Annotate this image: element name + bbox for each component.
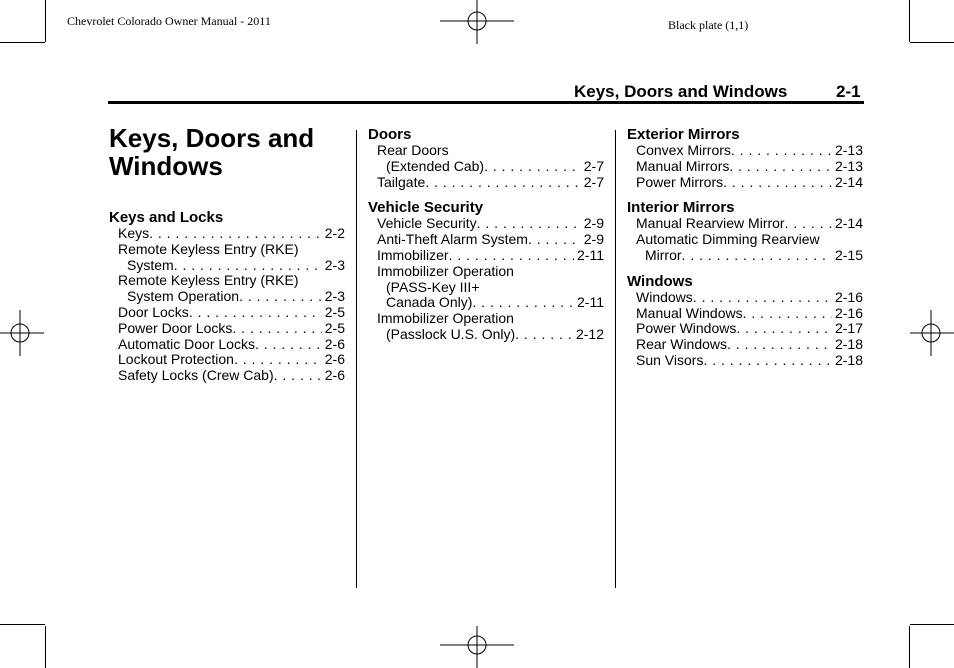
toc-column-3 [627, 127, 863, 369]
toc-leader-dots [729, 159, 832, 175]
toc-leader-dots [723, 175, 832, 191]
toc-entry-label: (Extended Cab) [386, 157, 485, 174]
toc-entry-page: 2-18 [834, 351, 863, 368]
toc-entry [109, 242, 345, 258]
toc-entry-page: 2-3 [324, 256, 345, 273]
running-head-section: Keys, Doors and Windows [574, 82, 788, 101]
toc-entry [368, 175, 604, 191]
toc-entry [627, 321, 863, 337]
crop-mark [45, 626, 46, 668]
toc-entry [109, 258, 345, 274]
toc-entry-page: . 2-6 [316, 367, 345, 384]
column-divider [615, 130, 616, 588]
toc-entry-label: Remote Keyless Entry (RKE) [118, 272, 299, 289]
toc-entry-label: Mirror [645, 246, 682, 263]
toc-entry-page: 2-11 [577, 294, 604, 311]
toc-entry-label: Power Mirrors [636, 173, 724, 190]
toc-entry-page: 2-18 [834, 336, 863, 353]
toc-entry-page: 2-14 [834, 173, 863, 190]
toc-entry-page: 2-17 [834, 320, 863, 337]
toc-entry-page: 2-5 [324, 319, 345, 336]
toc-leader-dots [727, 337, 832, 353]
registration-mark-icon [0, 310, 44, 356]
toc-section-heading: Windows [627, 272, 693, 290]
toc-entry-label: Anti-Theft Alarm System [377, 231, 528, 248]
toc-entry [109, 368, 345, 384]
crop-mark [0, 42, 45, 43]
toc-leader-dots [736, 321, 832, 337]
toc-entry-page: 2-7 [583, 173, 604, 190]
toc-entry [627, 337, 863, 353]
toc-leader-dots [682, 248, 832, 264]
toc-entry-label: Automatic Dimming Rearview [636, 231, 820, 248]
toc-leader-dots [149, 226, 322, 242]
toc-entry-label: Tailgate [377, 173, 426, 190]
toc-leader-dots [449, 248, 574, 264]
crop-mark [910, 624, 954, 625]
toc-leader-dots [477, 216, 581, 232]
toc-entry [368, 264, 604, 280]
toc-entry [368, 280, 604, 296]
toc-entry [368, 216, 604, 232]
crop-mark [45, 0, 46, 42]
toc-entry-page: 2-16 [834, 304, 863, 321]
toc-entry-label: Remote Keyless Entry (RKE) [118, 240, 299, 257]
toc-entry [109, 289, 345, 305]
crop-mark [909, 0, 910, 42]
toc-leader-dots [189, 305, 322, 321]
crop-mark [910, 42, 954, 43]
column-divider [356, 130, 357, 588]
toc-entry-label: Immobilizer [377, 246, 449, 263]
toc-entry [627, 290, 863, 306]
toc-leader-dots [743, 306, 832, 322]
toc-entry [109, 226, 345, 242]
toc-section-heading: Exterior Mirrors [627, 126, 740, 143]
toc-entry [627, 353, 863, 369]
toc-entry [109, 337, 345, 353]
toc-entry [368, 248, 604, 264]
toc-entry [368, 159, 604, 175]
toc-leader-dots [255, 337, 322, 353]
toc-entry-label: Immobilizer Operation [377, 310, 514, 327]
toc-entry-page: 2-9 [583, 215, 604, 232]
toc-leader-dots [528, 232, 581, 248]
crop-mark [909, 626, 910, 668]
toc-leader-dots [472, 295, 574, 311]
toc-leader-dots [515, 327, 573, 343]
toc-section-heading: Doors [368, 126, 412, 143]
toc-entry [627, 232, 863, 248]
toc-entry [368, 295, 604, 311]
toc-leader-dots [785, 216, 832, 232]
toc-leader-dots [693, 290, 832, 306]
print-header-plate: Black plate (1,1) [668, 18, 749, 32]
toc-entry-page: 2-11 [577, 246, 604, 263]
toc-entry-page: 2-13 [834, 142, 863, 158]
chapter-title: Keys, Doors and Windows [109, 123, 315, 181]
toc-entry-label: Keys [118, 225, 150, 241]
toc-entry-label: Rear Doors [377, 142, 449, 158]
toc-entry-page: 2-5 [324, 303, 345, 320]
toc-entry-label: Immobilizer Operation [377, 262, 514, 279]
toc-entry-page: 2-9 [583, 231, 604, 248]
toc-entry-label: Power Windows [636, 320, 737, 337]
toc-entry [627, 306, 863, 322]
toc-leader-dots [174, 258, 322, 274]
registration-mark-icon [440, 626, 514, 668]
toc-entry [109, 352, 345, 368]
toc-entry [368, 232, 604, 248]
toc-entry-label: (Passlock U.S. Only) [386, 325, 516, 342]
toc-entry-label: Sun Visors [636, 351, 704, 368]
crop-mark [0, 624, 45, 625]
registration-mark-icon [440, 0, 514, 44]
running-head-page: 2-1 [836, 82, 861, 101]
toc-leader-dots [239, 289, 322, 305]
toc-column-2 [368, 127, 604, 343]
toc-entry-label: Manual Mirrors [636, 157, 730, 174]
toc-section-heading: Vehicle Security [368, 199, 484, 217]
toc-entry [368, 327, 604, 343]
toc-entry [368, 311, 604, 327]
toc-entry-label: Manual Windows [636, 304, 743, 321]
toc-entry-label: System Operation [127, 288, 240, 305]
toc-leader-dots [703, 353, 832, 369]
toc-entry-label: Door Locks [118, 303, 189, 320]
toc-entry-label: Manual Rearview Mirror [636, 215, 785, 232]
toc-entry [627, 248, 863, 264]
toc-leader-dots [731, 143, 832, 159]
toc-column-1 [109, 210, 345, 384]
toc-leader-dots [232, 321, 321, 337]
toc-entry-label: Power Door Locks [118, 319, 233, 336]
toc-entry-label: System [127, 256, 174, 273]
toc-entry-page: 2-14 [834, 215, 863, 232]
toc-entry [627, 143, 863, 159]
toc-section-heading: Keys and Locks [109, 209, 224, 226]
registration-mark-icon [910, 310, 954, 356]
toc-entry-label: Safety Locks (Crew Cab) [118, 367, 274, 384]
toc-leader-dots [234, 352, 322, 368]
toc-entry [109, 305, 345, 321]
toc-entry-page: 2-16 [834, 288, 863, 305]
toc-entry-label: Windows [636, 288, 693, 305]
toc-entry-label: Canada Only) [386, 294, 473, 311]
toc-entry-page: 2-6 [324, 335, 345, 352]
toc-entry-page: 2-15 [834, 246, 863, 263]
toc-leader-dots [274, 368, 314, 384]
toc-entry [109, 273, 345, 289]
header-rule [108, 101, 864, 104]
toc-entry-label: (PASS-Key III+ [386, 278, 480, 295]
toc-entry-page: 2-2 [324, 225, 345, 241]
toc-entry [627, 159, 863, 175]
toc-entry-label: Rear Windows [636, 336, 728, 353]
toc-entry [368, 143, 604, 159]
toc-entry [109, 321, 345, 337]
toc-section-heading: Interior Mirrors [627, 199, 735, 217]
toc-entry [627, 175, 863, 191]
toc-entry-page: 2-6 [324, 351, 345, 368]
toc-entry-page: 2-12 [575, 325, 604, 342]
toc-entry-page: 2-3 [324, 288, 345, 305]
toc-leader-dots [425, 175, 581, 191]
toc-entry-label: Lockout Protection [118, 351, 234, 368]
toc-entry [627, 216, 863, 232]
print-header-manual: Chevrolet Colorado Owner Manual - 2011 [67, 14, 271, 28]
toc-entry-label: Automatic Door Locks [118, 335, 255, 352]
toc-leader-dots [484, 159, 581, 175]
toc-entry-label: Convex Mirrors [636, 142, 731, 158]
toc-entry-label: Vehicle Security [377, 215, 477, 232]
toc-entry-page: 2-7 [583, 157, 604, 174]
toc-entry-page: 2-13 [834, 157, 863, 174]
